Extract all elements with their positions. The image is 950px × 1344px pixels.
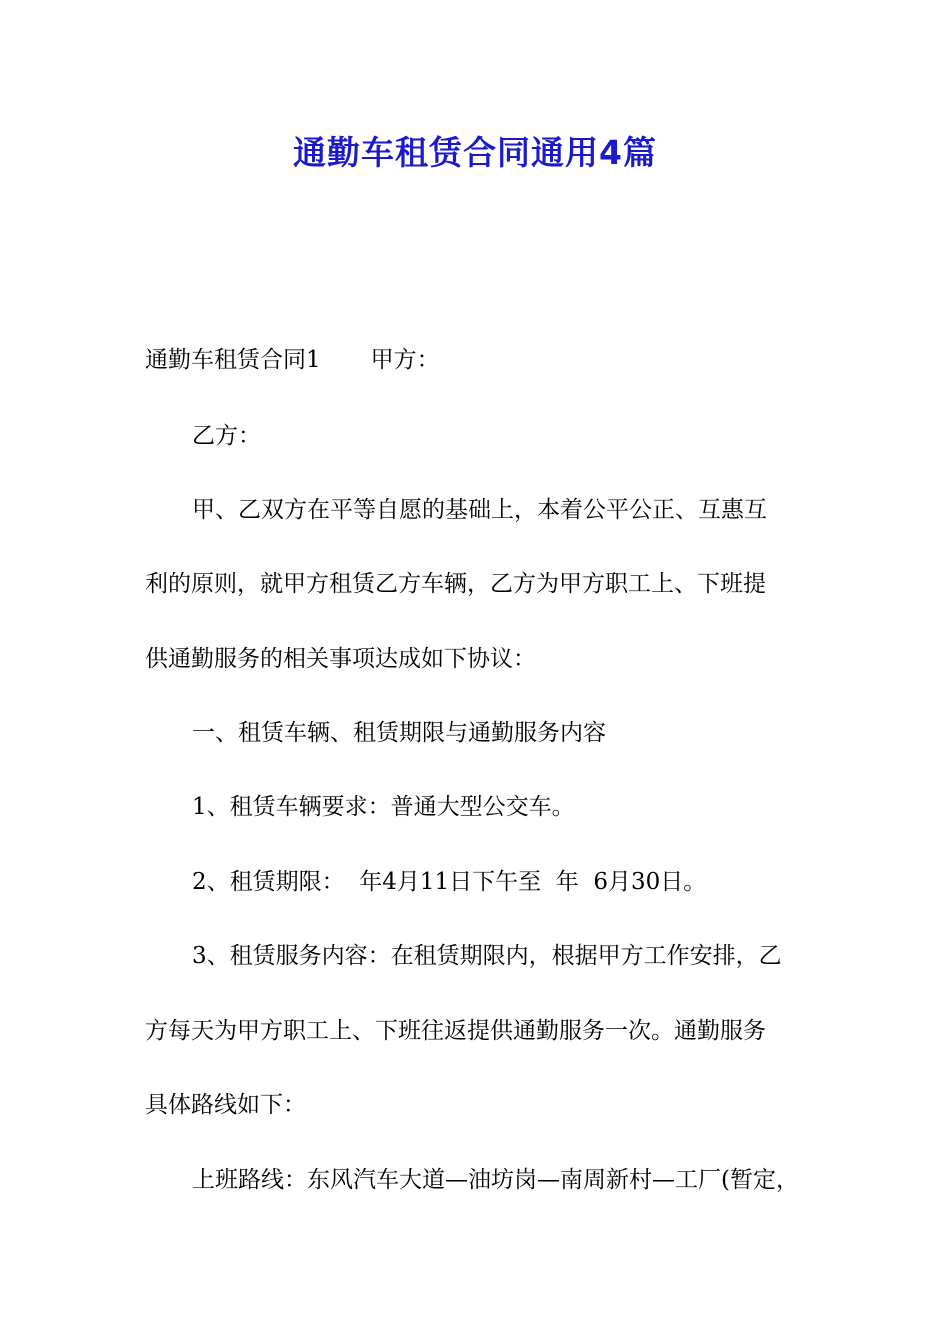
party-b-label: 乙方： — [192, 423, 261, 449]
intro-paragraph-line-2: 利的原则，就甲方租赁乙方车辆，乙方为甲方职工上、下班提 — [145, 571, 766, 597]
clause-item-3-line-2: 方每天为甲方职工上、下班往返提供通勤服务一次。通勤服务 — [145, 1018, 766, 1044]
contract-heading-label: 通勤车租赁合同1 — [145, 347, 321, 373]
clause-item-2: 2、租赁期限： 年4月11日下午至 年 6月30日。 — [192, 869, 707, 895]
section-heading-1: 一、租赁车辆、租赁期限与通勤服务内容 — [192, 720, 606, 746]
contract-heading-line — [145, 344, 825, 376]
intro-paragraph-line-1: 甲、乙双方在平等自愿的基础上，本着公平公正、互惠互 — [192, 497, 767, 523]
intro-paragraph-line-3: 供通勤服务的相关事项达成如下协议： — [145, 646, 536, 672]
clause-item-3-line-1: 3、租赁服务内容：在租赁期限内，根据甲方工作安排，乙 — [192, 943, 782, 969]
clause-item-1: 1、租赁车辆要求：普通大型公交车。 — [192, 794, 575, 820]
clause-item-3-line-3: 具体路线如下： — [145, 1092, 306, 1118]
party-a-label: 甲方： — [370, 347, 440, 373]
document-title: 通勤车租赁合同通用4篇 — [293, 133, 657, 172]
route-line-1: 上班路线：东风汽车大道—油坊岗—南周新村—工厂(暂定， — [192, 1167, 799, 1193]
